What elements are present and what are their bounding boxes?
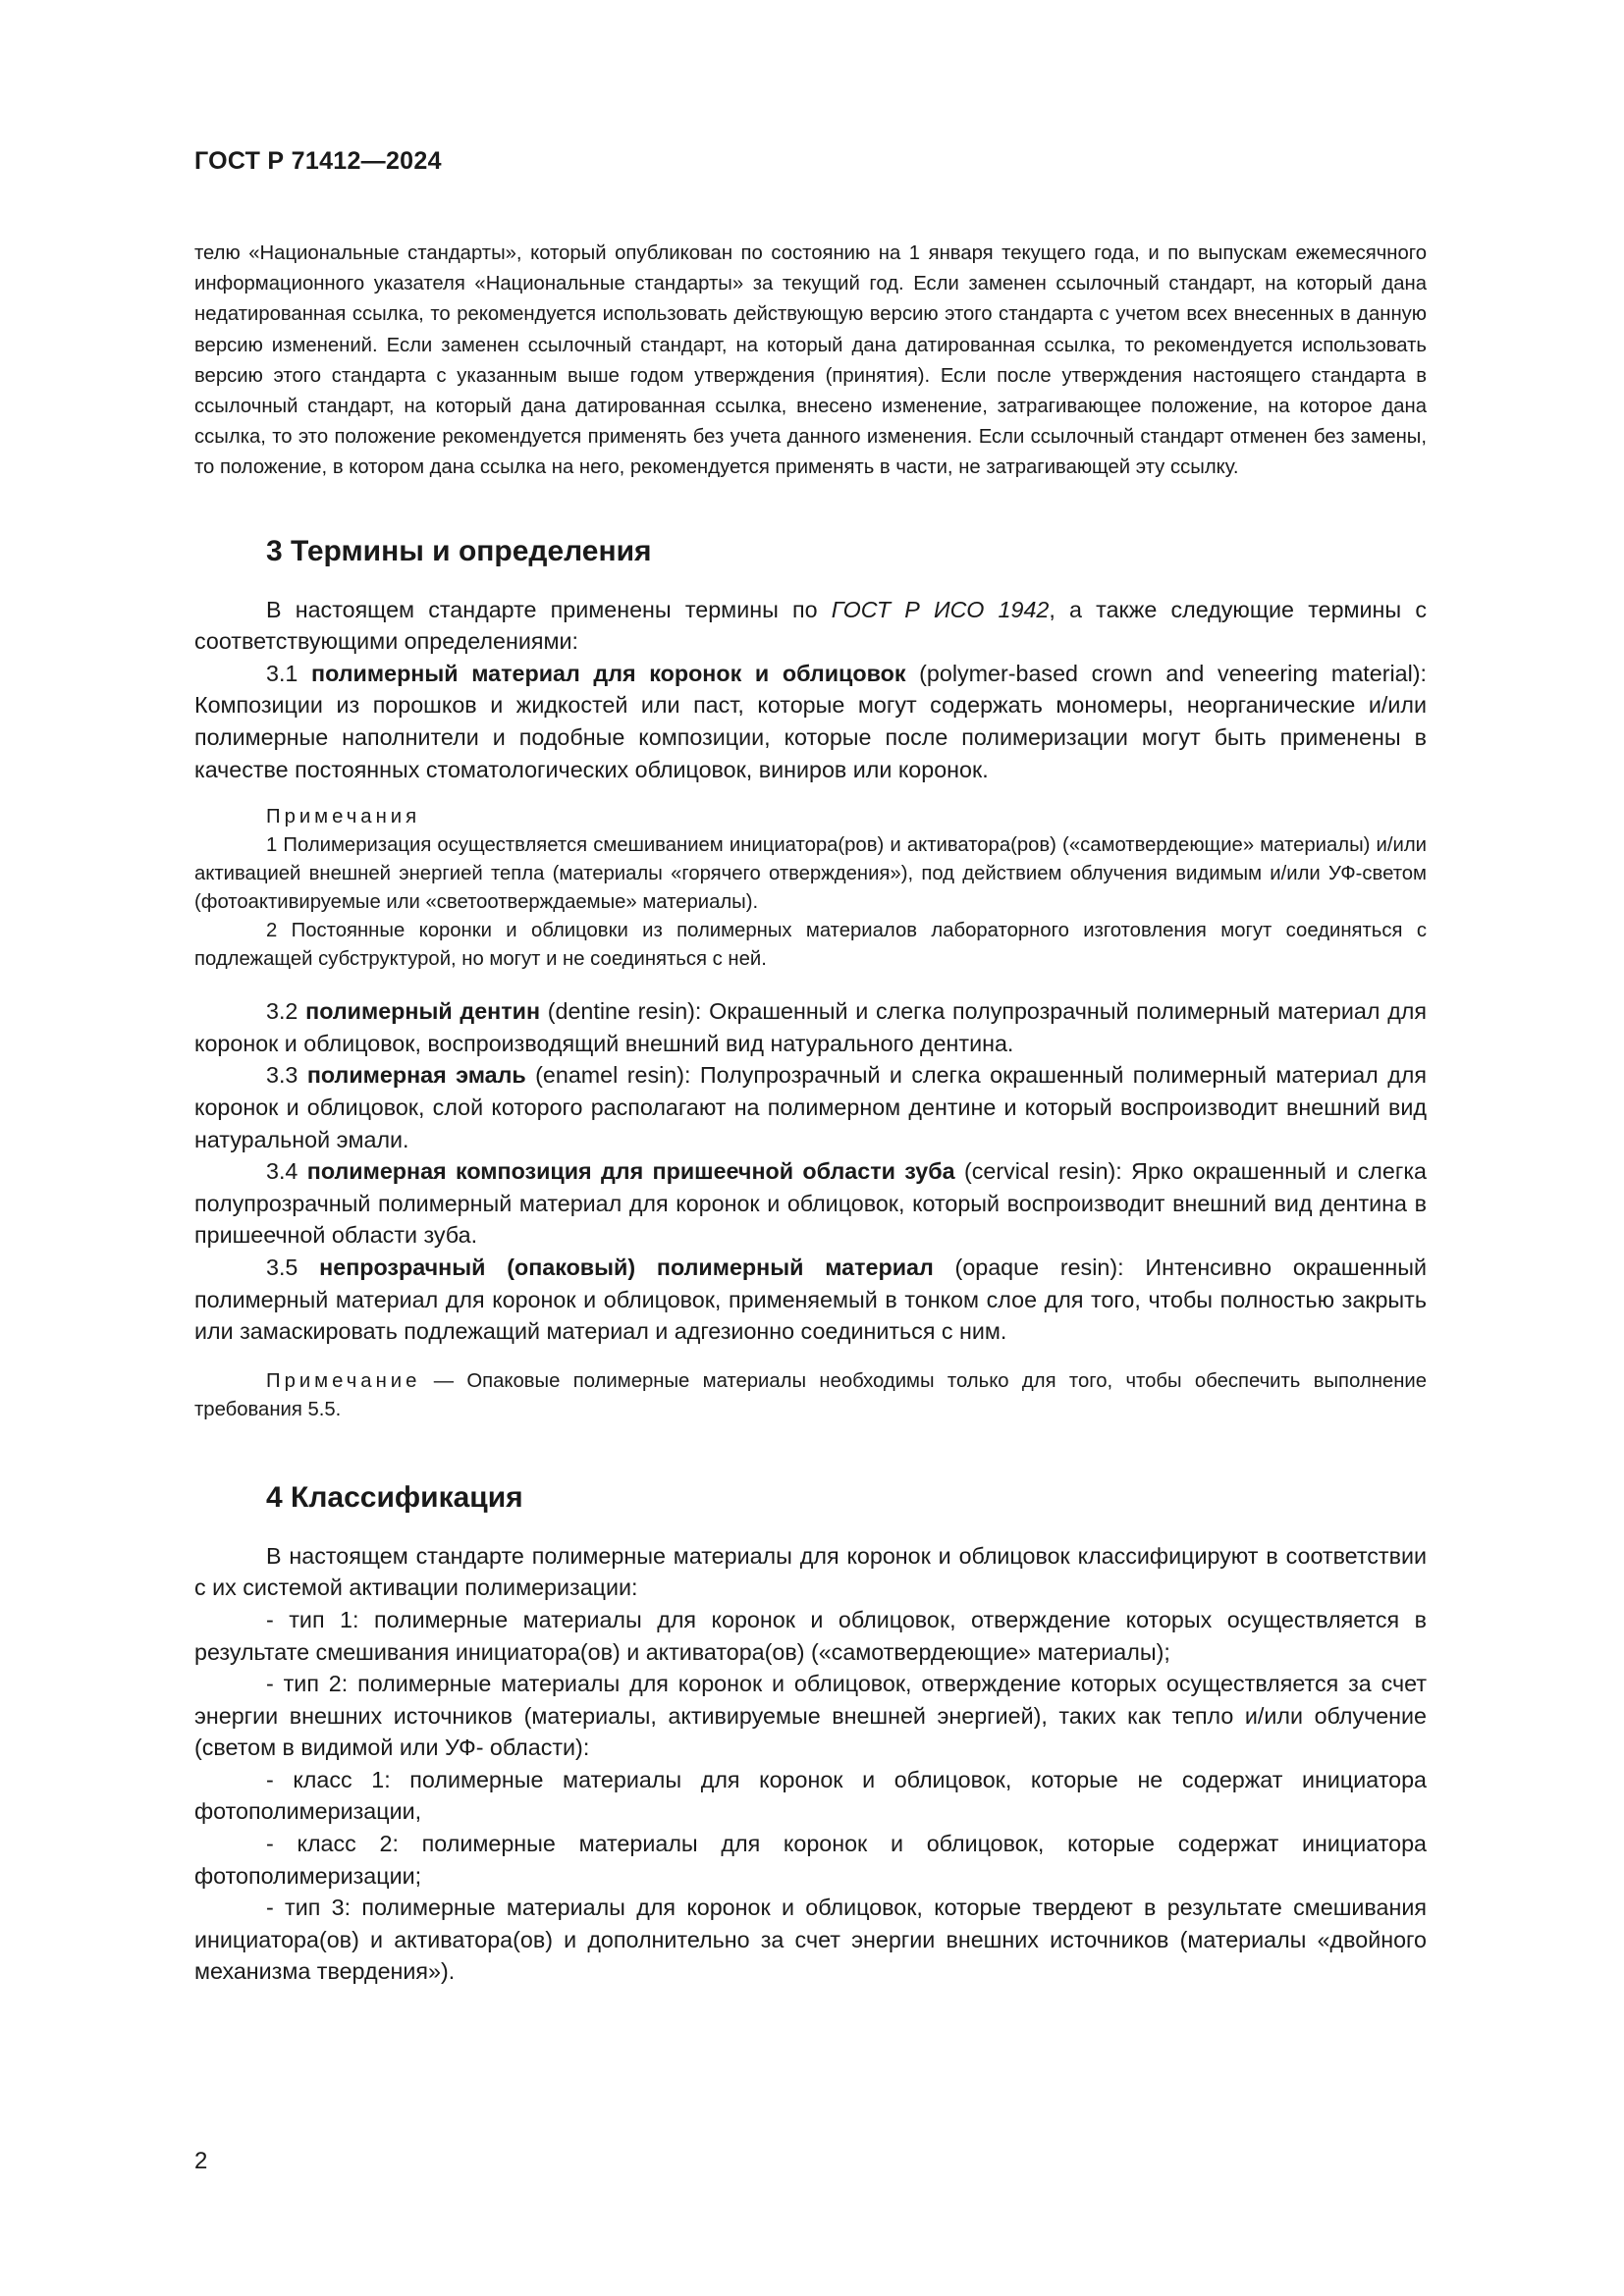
section-3-lead: В настоящем стандарте применены термины по ГОСТ Р ИСО 1942, а также следующие термины с соответствующими определениями: <box>194 596 1427 655</box>
classification-type-2: - тип 2: полимерные материалы для коронок и облицовок, отверждение которых осуществляется за счет энергии внешних источников (материалы, активируемые внешней энергией), таких как тепло и/или облучение (светом в видимой или УФ- области): <box>194 1671 1427 1761</box>
term-name: полимерный материал для коронок и облицовок <box>311 660 906 686</box>
document-page <box>194 147 1427 1988</box>
term-3-3: 3.3 полимерная эмаль (enamel resin): Полупрозрачный и слегка окрашенный полимерный материал для коронок и облицовок, слой которого располагают на полимерном дентине и который воспроизводит внешний вид натуральной эмали. <box>194 1062 1428 1152</box>
notes-title: Примечания <box>266 806 421 828</box>
term-name: полимерная композиция для пришеечной области зуба <box>306 1158 955 1185</box>
section-3-heading: 3 Термины и определения <box>266 534 652 567</box>
term-3-5: 3.5 непрозрачный (опаковый) полимерный материал (opaque resin): Интенсивно окрашенный полимерный материал для коронок и облицовок, применяемый в тонком слое для того, чтобы полностью закрыть или замаскировать подлежащий материал и адгезионно соединиться с ним. <box>194 1254 1428 1345</box>
classification-type-3: - тип 3: полимерные материалы для коронок и облицовок, которые твердеют в результате смешивания инициатора(ов) и активатора(ов) и дополнительно за счет энергии внешних источников (материалы «двойного механизма твердения»). <box>194 1895 1427 1985</box>
notes-block <box>194 803 1427 974</box>
term-name: непрозрачный (опаковый) полимерный материал <box>319 1254 934 1280</box>
classification-class-1: - класс 1: полимерные материалы для коронок и облицовок, которые не содержат инициатора фотополимеризации, <box>194 1766 1427 1825</box>
term-name: полимерный дентин <box>305 998 541 1025</box>
terms-list <box>194 995 1427 1348</box>
section-3-body <box>194 594 1427 1424</box>
note-1: 1 Полимеризация осуществляется смешиванием инициатора(ров) и активатора(ров) («самотвердеющие» материалы) и/или активацией внешней энергией тепла (материалы «горячего отверждения»), под действием облучения видимым и/или УФ-светом (фотоактивируемые или «светоотверждаемые» материалы). <box>194 834 1427 914</box>
note-label: Примечание <box>266 1369 421 1392</box>
classification-class-2: - класс 2: полимерные материалы для коронок и облицовок, которые содержат инициатора фотополимеризации; <box>194 1831 1427 1889</box>
term-3-4: 3.4 полимерная композиция для пришеечной области зуба (cervical resin): Ярко окрашенный и слегка полупрозрачный полимерный материал для коронок и облицовок, который воспроизводит внешний вид дентина в пришеечной области зуба. <box>194 1158 1427 1249</box>
document-header: ГОСТ Р 71412—2024 <box>194 147 442 175</box>
intro-paragraph: телю «Национальные стандарты», который опубликован по состоянию на 1 января текущего года, и по выпускам ежемесячного информационного указателя «Национальные стандарты» за текущий год. Если заменен ссылочный стандарт, на который дана недатированная ссылка, то рекомендуется использовать действующую версию этого стандарта с учетом всех внесенных в данную версию изменений. Если заменен ссылочный стандарт, на который дана датированная ссылка, то рекомендуется использовать версию этого стандарта с указанным выше годом утверждения (принятия). Если после утверждения настоящего стандарта в ссылочный стандарт, на который дана датированная ссылка, внесено изменение, затрагивающее положение, на которое дана ссылка, то это положение рекомендуется применять без учета данного изменения. Если ссылочный стандарт отменен без замены, то положение, в котором дана ссылка на него, рекомендуется применять в части, не затрагивающей эту ссылку. <box>194 242 1427 479</box>
section-4-body <box>194 1540 1427 1988</box>
note-2: 2 Постоянные коронки и облицовки из полимерных материалов лабораторного изготовления могут соединяться с подлежащей субструктурой, но могут и не соединяться с ней. <box>194 920 1427 971</box>
page-number: 2 <box>194 2148 208 2174</box>
term-name: полимерная эмаль <box>306 1062 526 1089</box>
note-opaque: Примечание — Опаковые полимерные материалы необходимы только для того, чтобы обеспечить выполнение требования 5.5. <box>194 1369 1427 1420</box>
term-3-1: 3.1 полимерный материал для коронок и облицовок (polymer-based crown and veneering material): Композиции из порошков и жидкостей или паст, которые могут содержать мономеры, неорганические и/или полимерные наполнители и подобные композиции, которые после полимеризации могут быть применены в качестве постоянных стоматологических облицовок, виниров или коронок. <box>194 660 1427 782</box>
standard-reference: ГОСТ Р ИСО 1942 <box>831 596 1050 622</box>
term-3-2: 3.2 полимерный дентин (dentine resin): Окрашенный и слегка полупрозрачный полимерный материал для коронок и облицовок, воспроизводящий внешний вид натурального дентина. <box>194 998 1428 1056</box>
section-4-heading: 4 Классификация <box>266 1480 523 1514</box>
classification-lead: В настоящем стандарте полимерные материалы для коронок и облицовок классифицируют в соответствии с их системой активации полимеризации: <box>194 1542 1427 1601</box>
classification-type-1: - тип 1: полимерные материалы для коронок и облицовок, отверждение которых осуществляется в результате смешивания инициатора(ов) и активатора(ов) («самотвердеющие» материалы); <box>194 1606 1427 1665</box>
